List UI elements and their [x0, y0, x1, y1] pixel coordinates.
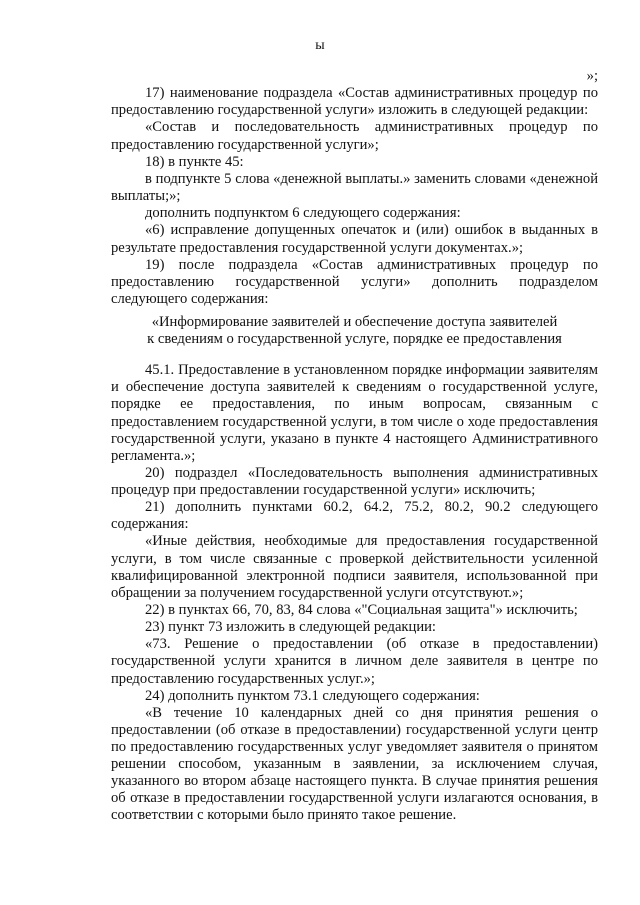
paragraph-item-18-sub2: дополнить подпунктом 6 следующего содержания: — [145, 205, 461, 222]
paragraph-item-24: 24) дополнить пунктом 73.1 следующего содержания: — [145, 687, 480, 704]
subsection-heading — [111, 314, 598, 348]
paragraph-item-21-quote: «Иные действия, необходимые для предоставления государственной услуги, в том числе связанные с проверкой действительности усиленной квалифицированной электронной подписи заявителя, использованной при обращении за получением государственной услуги отсутствуют.»; — [111, 533, 598, 601]
paragraph-item-23: 23) пункт 73 изложить в следующей редакции: — [145, 619, 436, 636]
paragraph-item-22: 22) в пунктах 66, 70, 83, 84 слова «"Социальная защита"» исключить; — [145, 601, 578, 618]
paragraph-item-20: 20) подраздел «Последовательность выполнения административных процедур при предоставлении государственной услуги» исключить; — [111, 464, 598, 498]
page-number: ы — [315, 38, 325, 53]
paragraph-item-18-sub1: в подпункте 5 слова «денежной выплаты.» заменить словами «денежной выплаты;»; — [111, 170, 598, 205]
paragraph-item-17-quote: «Состав и последовательность административных процедур по предоставлению государственной услуги»; — [111, 119, 598, 153]
subsection-heading-line-2: к сведениям о государственной услуге, порядке ее предоставления — [147, 331, 562, 348]
paragraph-item-21: 21) дополнить пунктами 60.2, 64.2, 75.2, 80.2, 90.2 следующего содержания: — [111, 499, 598, 533]
paragraph-45-1: 45.1. Предоставление в установленном порядке информации заявителям и обеспечение доступа заявителей к сведениям о государственной услуге, порядке ее предоставления, по иным вопросам, связанным с предоставлением государственной услуги, в том числе о ходе предоставления государственной услуги, указано в пункте 4 настоящего Административного регламента.»; — [111, 362, 598, 464]
paragraph-item-24-quote: «В течение 10 календарных дней со дня принятия решения о предоставлении (об отказе в предоставлении) государственной услуги центр по предоставлению государственных услуг уведомляет заявителя о принятом решении способом, указанным в заявлении, за исключением случая, указанного во втором абзаце настоящего пункта. В случае принятия решения об отказе в предоставлении государственной услуги излагаются основания, в соответствии с которыми было принято такое решение. — [111, 704, 598, 824]
paragraph-item-18: 18) в пункте 45: — [145, 153, 244, 170]
subsection-heading-line-1: «Информирование заявителей и обеспечение доступа заявителей — [151, 313, 558, 330]
document-body — [111, 68, 598, 825]
paragraph-item-18-sub2-quote: «6) исправление допущенных опечаток и (или) ошибок в выданных в результате предоставления государственной услуги документах.»; — [111, 222, 598, 256]
paragraph-item-17: 17) наименование подраздела «Состав административных процедур по предоставлению государственной услуги» изложить в следующей редакции: — [111, 85, 598, 119]
closing-quote: »; — [586, 68, 598, 84]
paragraph-item-19: 19) после подраздела «Состав административных процедур по предоставлению государственной услуги» дополнить подразделом следующего содержания: — [111, 256, 598, 307]
paragraph-item-23-quote: «73. Решение о предоставлении (об отказе в предоставлении) государственной услуги хранится в личном деле заявителя в центре по предоставлению государственных услуг.»; — [111, 636, 598, 687]
